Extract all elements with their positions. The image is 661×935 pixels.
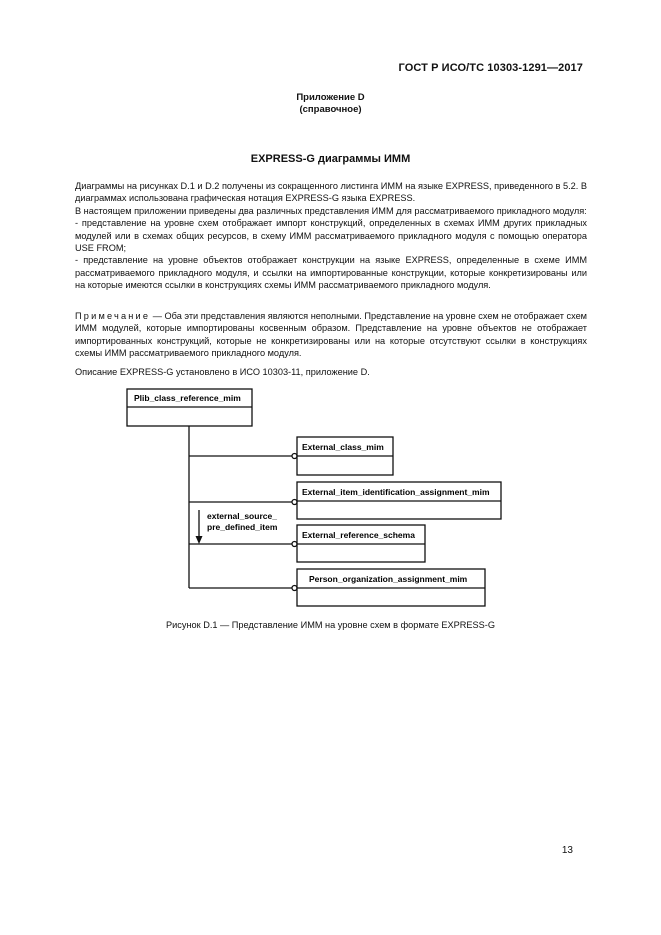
- schema-label-2: External_item_identification_assignment_mim: [302, 487, 490, 497]
- standard-code: ГОСТ Р ИСО/ТС 10303-1291—2017: [398, 62, 583, 74]
- note-label: Примечание: [75, 311, 151, 321]
- reference-label-line-1: external_source_: [207, 511, 277, 521]
- paragraph-4: - представление на уровне объектов отображает конструкции на языке EXPRESS, определенные в схеме ИММ рассматриваемого прикладного модуля, и ссылки на импортированные конструкции, которые конкретизированы или на которые имеются ссылки в конструкциях схемы ИММ рассматриваемого прикладного модуля.: [75, 255, 587, 291]
- reference-label-line-2: pre_defined_item: [207, 522, 278, 532]
- annex-label: Приложение D: [296, 92, 365, 103]
- annex-type: (справочное): [299, 104, 362, 115]
- description-text: Описание EXPRESS-G установлено в ИСО 10303-11, приложение D.: [75, 367, 370, 377]
- main-schema-label: Plib_class_reference_mim: [134, 393, 241, 403]
- figure-caption: Рисунок D.1 — Представление ИММ на уровне схем в формате EXPRESS-G: [166, 620, 495, 630]
- paragraph-2: В настоящем приложении приведены два различных представления ИММ для рассматриваемого прикладного модуля:: [75, 205, 587, 216]
- section-title: EXPRESS-G диаграммы ИММ: [250, 153, 411, 165]
- schema-label-1: External_class_mim: [302, 442, 384, 452]
- schema-label-4: Person_organization_assignment_mim: [309, 574, 468, 584]
- paragraph-1: Диаграммы на рисунках D.1 и D.2 получены из сокращенного листинга ИММ на языке EXPRESS, приведенного в 5.2. В диаграммах использована графическая нотация EXPRESS-G языка EXPRESS.: [75, 181, 587, 204]
- schema-label-3: External_reference_schema: [302, 530, 415, 540]
- paragraph-3: - представление на уровне схем отображает импорт конструкций, определенных в схемах ИММ других прикладных модулей или в схемах общих ресурсов, в схему ИММ рассматриваемого прикладного модуля с помощью оператора USE FROM;: [75, 218, 587, 254]
- page-number: 13: [561, 845, 573, 856]
- note-text: — Оба эти представления являются неполными. Представление на уровне схем не отображает схем ИММ модулей, которые импортированы косвенным образом. Представление на уровне объектов не отображает импортированных конструкций, которые не конкретизированы или на которые отсутствуют ссылки в конструкциях схемы ИММ рассматриваемого прикладного модуля.: [75, 311, 587, 359]
